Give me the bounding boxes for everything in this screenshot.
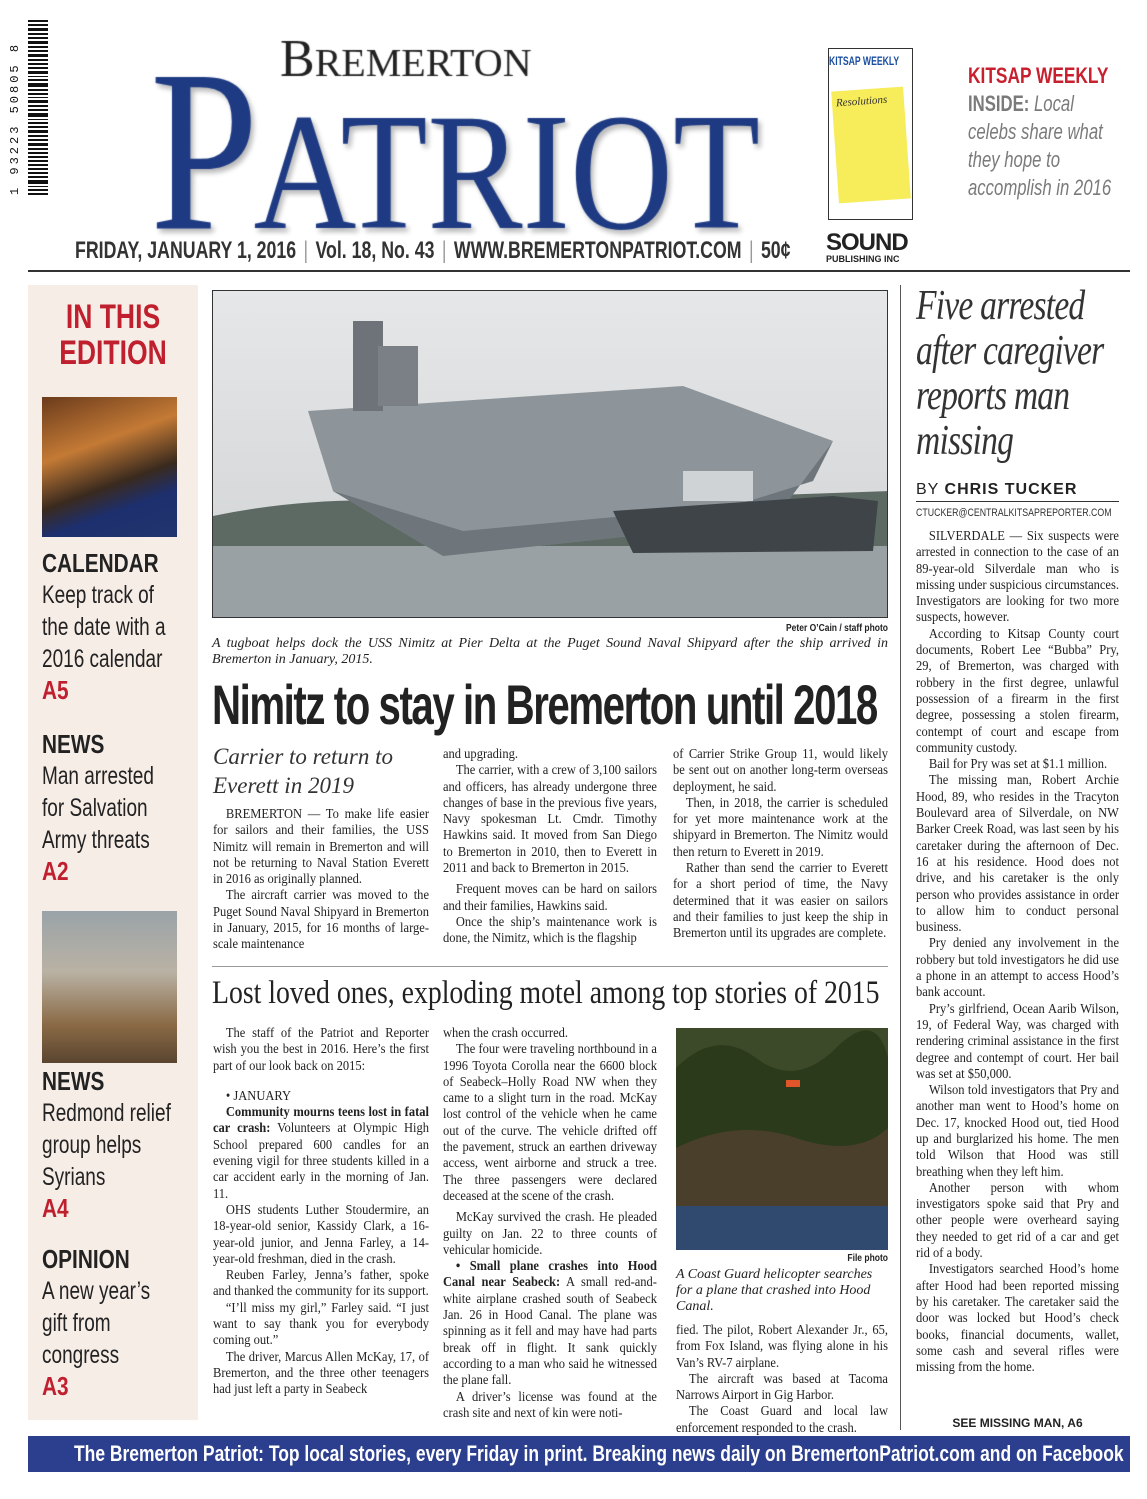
masthead-logo	[140, 20, 770, 240]
item-title: • Small plane crashes into Hood Canal near Seabeck:	[443, 1258, 657, 1290]
paragraph: The staff of the Patriot and Reporter wish you the best in 2016. Here’s the first part of our look back on 2015:	[213, 1025, 429, 1073]
paragraph: Bail for Pry was set at $1.1 million.	[928, 756, 1108, 772]
item-desc: Syrians	[42, 1163, 106, 1191]
item-heading: NEWS	[42, 729, 105, 759]
fans-photo	[42, 397, 177, 537]
item-text: A small red-and-white airplane crashed south of Seabeck Jan. 26 in Hood Canal. The plane was spinning as it fell and may have had parts break off in flight. It sank quickly according to a man who said he witnessed the plane fall.	[443, 1274, 657, 1388]
paragraph: Investigators searched Hood’s home after Hood had been reported missing by his caretaker. The caretaker said the door was locked but Hood’s check books, financial documents, wallet, some cash and several rifles were missing from the home.	[916, 1261, 1119, 1375]
issue-volume: Vol. 18, No. 43	[315, 237, 435, 264]
paragraph: BREMERTON — To make life easier for sailors and their families, the USS Nimitz will remain in Bremerton and will not be returning to Naval Station Everett in 2016 as originally planned.	[213, 806, 429, 887]
lead-subhead: Carrier to return to Everett in 2019	[213, 744, 393, 798]
issue-date: FRIDAY, JANUARY 1, 2016	[75, 237, 297, 264]
item-heading: CALENDAR	[42, 548, 159, 578]
promo-inside-label: INSIDE:	[968, 91, 1030, 116]
paragraph: Rather than send the carrier to Everett for a short period of time, the Navy determined that it was easier on sailors and their families to just keep the ship in Bremerton until its upgrades are complete.	[673, 860, 888, 941]
paragraph: The carrier, with a crew of 3,100 sailors and officers, has already undergone three changes of base in the previous five years, Navy spokesman Lt. Cmdr. Timothy Hawkins said. It moved from San Diego to Bremerton in 2010, then to Everett in 2011 and back to Bremerton in 2015.	[443, 762, 657, 876]
paragraph: The Coast Guard and local law enforcement responded to the crash.	[676, 1403, 888, 1435]
website-link[interactable]: WWW.BREMERTONPATRIOT.COM	[453, 237, 742, 264]
paragraph: A driver’s license was found at the crash site and next of kin were noti-	[443, 1388, 657, 1420]
item-heading: OPINION	[42, 1244, 130, 1274]
item-page: A5	[42, 675, 69, 705]
column-divider	[900, 285, 901, 1430]
item-desc: Redmond relief	[42, 1099, 171, 1127]
item-desc: group helps	[42, 1131, 142, 1159]
byline	[916, 481, 1077, 499]
paragraph: Once the ship’s maintenance work is done, the Nimitz, which is the flagship	[443, 913, 657, 946]
uss-nimitz-photo	[212, 290, 888, 618]
paragraph: According to Kitsap County court documents, Robert Lee “Bubba” Pry, 29, of Bremerton, was charged with robbery in the first degree, unlawful possession of a firearm in the first degree, possessing a stolen firearm, contempt of court and escape from community custody.	[916, 625, 1119, 755]
item-desc: Man arrested	[42, 762, 154, 790]
paragraph: and upgrading.	[443, 746, 519, 761]
right-headline[interactable]: Five arrested after caregiver reports man missing	[916, 283, 1104, 464]
lead-column-3	[673, 746, 888, 942]
paragraph: Frequent moves can be hard on sailors and their families, Hawkins said.	[443, 881, 657, 913]
paragraph: The four were traveling northbound in a 1996 Toyota Corolla near the 6600 block of Seabeck–Holly Road NW when they came to a slight turn in the road. McKay lost control of the vehicle when he came out of the curve. The vehicle drifted off the pavement, struck an earthen driveway access, went airborne and struck a tree. The three passengers were declared deceased at the scene of the crash.	[443, 1041, 657, 1203]
month-label: • JANUARY	[225, 1087, 292, 1103]
paragraph: The missing man, Robert Archie Hood, 89, who resides in the Tracyton Boulevard area of Silverdale, on NW Barker Creek Road, was last seen by his caretaker during the afternoon of Dec. 16 at his residence. Hood does not drive, and his caretaker is the only person who provides assistance in order to allow him to conduct personal business.	[916, 772, 1119, 935]
item-title: Community mourns teens lost in fatal car crash:	[213, 1104, 429, 1136]
promo-line: accomplish in 2016	[968, 175, 1112, 200]
byline-by: BY	[916, 481, 940, 498]
paragraph: SILVERDALE — Six suspects were arrested in connection to the case of an 89-year-old Silverdale man who is missing under suspicious circumstances. Investigators are looking for two more suspects, however.	[916, 528, 1119, 625]
lead-column-1	[213, 806, 429, 953]
footer-banner	[28, 1436, 1130, 1472]
jump-link[interactable]: SEE MISSING MAN, A6	[952, 1416, 1083, 1430]
photo-caption: A Coast Guard helicopter searches for a plane that crashed into Hood Canal.	[676, 1267, 873, 1314]
paragraph: “I’ll miss my girl,” Farley said. “I just want to say thank you for everybody coming out.”	[213, 1299, 429, 1348]
kitsap-weekly-promo[interactable]	[968, 62, 1128, 202]
item-page: A4	[42, 1193, 69, 1223]
second-column-2	[443, 1025, 657, 1421]
sidebar-title-line: EDITION	[59, 334, 167, 372]
paragraph: Then, in 2018, the carrier is scheduled for yet more maintenance work at the shipyard in Bremerton. The Nimitz would then return to Everett in 2019.	[673, 794, 888, 859]
second-column-3	[676, 1322, 888, 1436]
item-desc: congress	[42, 1341, 120, 1369]
paragraph: fied. The pilot, Robert Alexander Jr., 65, from Fox Island, was flying alone in his Van’s RV-7 airplane.	[676, 1322, 888, 1370]
paragraph: McKay survived the crash. He pleaded guilty on Jan. 22 to three counts of vehicular homicide.	[443, 1209, 657, 1257]
item-desc: 2016 calendar	[42, 645, 163, 673]
sidebar-item-news-arrest[interactable]	[42, 728, 192, 886]
second-column-1	[213, 1025, 429, 1398]
paragraph: Another person with whom investigators spoke said that Pry and other people were overheard saying they needed to get rid of a car and get rid of a body.	[916, 1179, 1119, 1261]
promo-line: celebs share what	[968, 119, 1103, 144]
photo-credit: File photo	[847, 1253, 888, 1264]
photo-credit: Peter O’Cain / staff photo	[785, 623, 888, 634]
logo-line1: SOUND	[826, 229, 908, 256]
byline-rule	[916, 501, 1119, 502]
footer-text: The Bremerton Patriot: Top local stories, every Friday in print. Breaking news daily on BremertonPatriot.com and on Facebook	[74, 1441, 1124, 1466]
photo-caption: A tugboat helps dock the USS Nimitz at Pier Delta at the Puget Sound Naval Shipyard after the ship arrived in Bremerton in January, 2015.	[212, 636, 888, 667]
kitsap-weekly-cover-thumbnail[interactable]	[828, 48, 913, 220]
barcode	[28, 20, 48, 195]
promo-label: KITSAP WEEKLY	[968, 63, 1109, 88]
thumb-masthead: KITSAP WEEKLY	[829, 49, 899, 73]
coast-guard-photo	[676, 1028, 888, 1250]
item-heading: NEWS	[42, 1066, 105, 1096]
item-desc: for Salvation	[42, 794, 148, 822]
paragraph: Pry denied any involvement in the robbery but told investigators he did use a phone in an attempt to access Hood’s bank account.	[916, 935, 1119, 1000]
right-story-body	[916, 528, 1119, 1375]
dateline: FRIDAY, JANUARY 1, 2016 | Vol. 18, No. 43 | WWW.BREMERTONPATRIOT.COM | 50¢	[75, 237, 791, 264]
masthead-divider	[28, 270, 1130, 272]
section-divider	[212, 966, 888, 967]
author-email[interactable]: CTUCKER@CENTRALKITSAPREPORTER.COM	[916, 507, 1112, 519]
sidebar-title-line: IN THIS	[65, 298, 161, 336]
sidebar-title	[47, 299, 180, 371]
item-desc: Keep track of	[42, 581, 154, 609]
paragraph: Reuben Farley, Jenna’s father, spoke and thanked the community for its support.	[213, 1267, 429, 1299]
price: 50¢	[760, 237, 791, 264]
item-page: A2	[42, 856, 69, 886]
in-this-edition-sidebar	[28, 285, 198, 1420]
sidebar-item-opinion[interactable]	[42, 1243, 192, 1401]
paragraph: The aircraft carrier was moved to the Puget Sound Naval Shipyard in Bremerton in January, 2015, for 16 months of large-scale maintenance	[213, 887, 429, 952]
paragraph	[443, 1258, 657, 1388]
logo-line2: PUBLISHING INC	[826, 254, 900, 264]
paragraph: of Carrier Strike Group 11, would likely be sent out on another long-term overseas deployment, he said.	[673, 746, 888, 794]
paragraph: when the crash occurred.	[443, 1025, 569, 1040]
race-photo	[42, 911, 177, 1063]
sidebar-item-calendar[interactable]	[42, 547, 192, 705]
item-text: Volunteers at Olympic High School prepared 600 candles for an evening vigil for three students killed in a car accident early in the morning of Jan. 11.	[213, 1120, 429, 1201]
item-desc: the date with a	[42, 613, 166, 641]
sidebar-item-news-relief[interactable]	[42, 1065, 192, 1223]
lead-column-2	[443, 746, 657, 947]
paragraph	[213, 1104, 429, 1202]
paragraph: The driver, Marcus Allen McKay, 17, of Bremerton, and the three other teenagers had just left a party in Seabeck	[213, 1348, 429, 1397]
promo-inside-line	[968, 90, 1074, 118]
item-desc: gift from	[42, 1309, 111, 1337]
promo-line: Local	[1033, 91, 1074, 116]
item-desc: A new year’s	[42, 1277, 151, 1305]
item-page: A3	[42, 1371, 69, 1401]
item-desc: Army threats	[42, 826, 150, 854]
paragraph: OHS students Luther Stoudermire, an 18-year-old senior, Kassidy Clark, a 16-year-old junior, and Jenna Farley, a 14-year-old freshman, died in the crash.	[213, 1201, 429, 1266]
barcode-digits: 1 93223 50805 8	[8, 41, 22, 195]
author-name: CHRIS TUCKER	[944, 481, 1078, 498]
thumb-note: Resolutions	[831, 87, 911, 204]
paragraph: The aircraft was based at Tacoma Narrows Airport in Gig Harbor.	[676, 1370, 888, 1403]
paragraph: Wilson told investigators that Pry and another man went to Hood’s home on Dec. 17, knocked Hood out, tied Hood up and burglarized his home. The men told Wilson that Hood was still breathing when they left him.	[916, 1082, 1119, 1179]
paragraph: Pry’s girlfriend, Ocean Aarib Wilson, 19, of Federal Way, was charged with rendering criminal assistance in the first degree and contempt of court. Her bail was set at $50,000.	[916, 1000, 1119, 1081]
sound-publishing-logo	[826, 229, 908, 264]
second-headline[interactable]: Lost loved ones, exploding motel among top stories of 2015	[212, 975, 880, 1011]
lead-headline[interactable]: Nimitz to stay in Bremerton until 2018	[212, 673, 877, 736]
promo-line: they hope to	[968, 147, 1061, 172]
